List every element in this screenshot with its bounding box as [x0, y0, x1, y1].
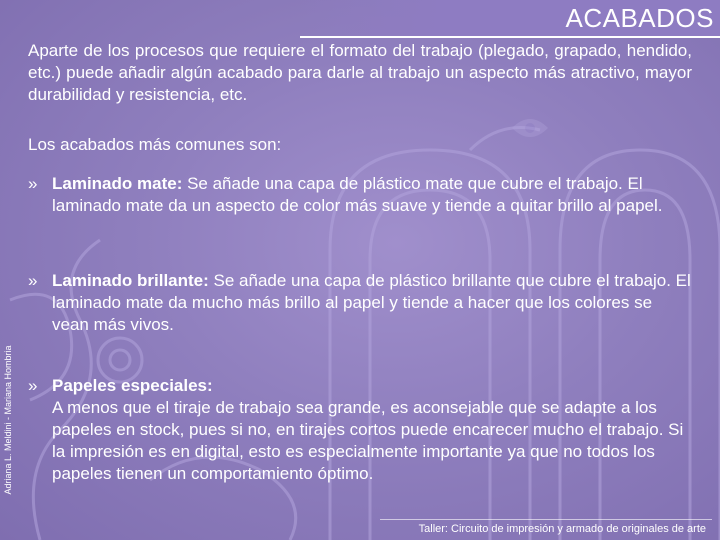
bullet-marker: » — [28, 376, 38, 395]
slide-title: ACABADOS — [565, 3, 714, 33]
list-item — [28, 375, 692, 485]
side-credit: Adriana L. Meldini - Mariana Hombria — [3, 345, 13, 495]
title-bar — [300, 0, 720, 38]
bullet-marker: » — [28, 174, 38, 193]
subheading: Los acabados más comunes son: — [28, 135, 282, 154]
list-item — [28, 270, 692, 336]
intro-paragraph: Aparte de los procesos que requiere el formato del trabajo (plegado, grapado, hendido, etc.) puede añadir algún acabado para darle al trabajo un aspecto más atractivo, mayor durabilidad y resistencia, etc. — [28, 41, 692, 104]
footer-text: Taller: Circuito de impresión y armado de originales de arte — [418, 523, 706, 535]
bullet-marker: » — [28, 271, 38, 290]
footer-divider — [380, 519, 712, 520]
item-title: Laminado brillante: — [52, 271, 209, 290]
item-title: Papeles especiales: — [52, 376, 213, 395]
list-item — [28, 173, 692, 217]
item-title: Laminado mate: — [52, 174, 183, 193]
item-text: Se añade una capa de plástico mate que cubre el trabajo. El laminado mate da un aspecto de color más suave y tiende a quitar brillo al papel. — [52, 174, 663, 215]
item-text: A menos que el tiraje de trabajo sea grande, es aconsejable que se adapte a los papeles en stock, pues si no, en tirajes cortos puede encarecer mucho el trabajo. Si la impresión es en digital, esto es especialmente importante ya que no todos los papeles tienen un comportamiento óptimo. — [52, 398, 684, 483]
item-text: Se añade una capa de plástico brillante que cubre el trabajo. El laminado mate da mucho más brillo al papel y tiende a hacer que los colores se vean más vivos. — [52, 271, 691, 334]
